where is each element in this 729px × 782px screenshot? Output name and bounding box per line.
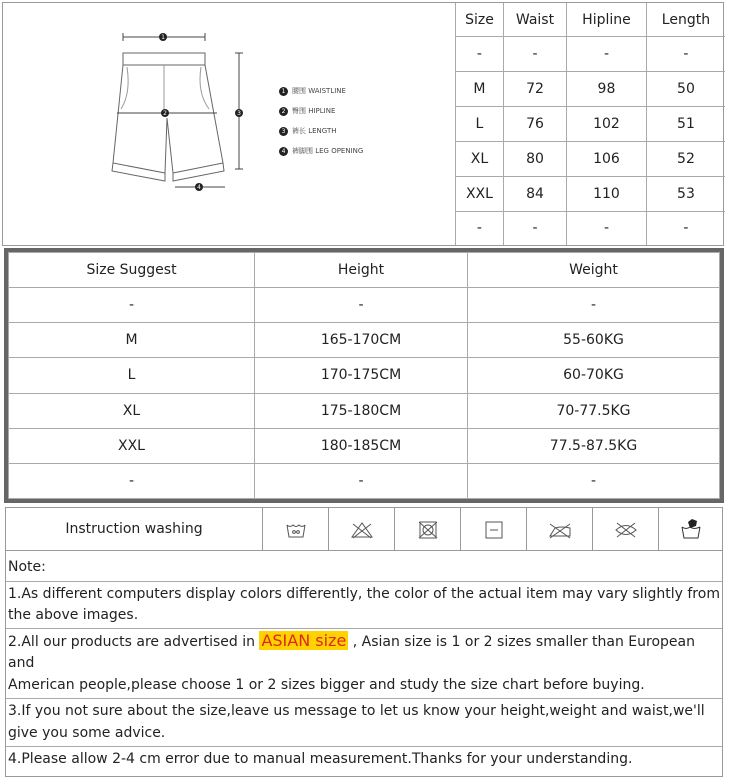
table-row xyxy=(9,288,720,323)
table-cell: - xyxy=(503,211,566,245)
table-cell: 53 xyxy=(646,176,725,211)
asian-size-highlight: ASIAN size xyxy=(261,631,347,650)
table-cell: 84 xyxy=(503,176,566,211)
table-row xyxy=(456,72,726,107)
legend-item-hipline xyxy=(279,101,363,121)
table-cell: M xyxy=(456,72,504,107)
note-2-line-3: American people,please choose 1 or 2 sizes bigger and study the size chart before buying. xyxy=(8,677,645,693)
table-cell: - xyxy=(456,211,504,245)
legend-number: 4 xyxy=(279,147,288,156)
marker-hip: 2 xyxy=(163,110,167,117)
size-suggest-section xyxy=(4,248,724,503)
header-height: Height xyxy=(255,253,468,288)
header-size: Size xyxy=(456,3,504,37)
notes-title: Note: xyxy=(8,559,46,575)
do-not-iron-icon xyxy=(527,508,593,550)
table-row xyxy=(456,107,726,142)
washing-instructions xyxy=(5,507,723,551)
marker-length: 3 xyxy=(237,110,241,117)
table-row xyxy=(456,211,726,245)
table-header-row xyxy=(456,3,726,37)
table-cell: XL xyxy=(9,393,255,428)
hand-wash-icon xyxy=(659,508,723,550)
size-suggest-table xyxy=(8,252,720,499)
dry-flat-icon xyxy=(461,508,527,550)
header-waist: Waist xyxy=(503,3,566,37)
legend-label: 裤脚围 LEG OPENING xyxy=(292,147,364,155)
table-row xyxy=(9,428,720,463)
divider xyxy=(6,581,722,582)
table-cell: 60-70KG xyxy=(468,358,720,393)
table-cell: 175-180CM xyxy=(255,393,468,428)
table-cell: XXL xyxy=(456,176,504,211)
table-cell: 110 xyxy=(567,176,647,211)
note-3-line-2: give you some advice. xyxy=(8,725,166,741)
table-row xyxy=(9,323,720,358)
divider xyxy=(6,698,722,699)
table-cell: 52 xyxy=(646,141,725,176)
diagram-legend xyxy=(279,81,363,161)
note-2-line-1 xyxy=(8,631,695,652)
note-2-text: , Asian size is 1 or 2 sizes smaller than European xyxy=(348,634,695,650)
table-cell: 98 xyxy=(567,72,647,107)
do-not-dry-clean-icon xyxy=(593,508,659,550)
legend-item-length xyxy=(279,121,363,141)
legend-label: 腰围 WAISTLINE xyxy=(292,87,346,95)
table-row xyxy=(9,463,720,498)
legend-label: 臀围 HIPLINE xyxy=(292,107,336,115)
table-cell: M xyxy=(9,323,255,358)
note-1-line-1: 1.As different computers display colors differently, the color of the actual item may vary slightly from xyxy=(8,586,720,602)
table-cell: 165-170CM xyxy=(255,323,468,358)
legend-number: 3 xyxy=(279,127,288,136)
divider xyxy=(6,628,722,629)
hand-wash-30-icon xyxy=(263,508,329,550)
table-cell: L xyxy=(9,358,255,393)
do-not-bleach-icon xyxy=(329,508,395,550)
header-weight: Weight xyxy=(468,253,720,288)
table-cell: 51 xyxy=(646,107,725,142)
table-cell: - xyxy=(456,37,504,72)
table-cell: - xyxy=(255,288,468,323)
table-cell: - xyxy=(646,37,725,72)
size-measurement-table xyxy=(455,3,725,245)
table-cell: - xyxy=(503,37,566,72)
size-chart-section xyxy=(2,2,724,246)
table-cell: - xyxy=(255,463,468,498)
table-cell: - xyxy=(468,463,720,498)
legend-number: 2 xyxy=(279,107,288,116)
do-not-tumble-dry-icon xyxy=(395,508,461,550)
table-cell: 180-185CM xyxy=(255,428,468,463)
table-cell: 102 xyxy=(567,107,647,142)
table-row xyxy=(456,141,726,176)
table-cell: 76 xyxy=(503,107,566,142)
note-4-line-1: 4.Please allow 2-4 cm error due to manual measurement.Thanks for your understanding. xyxy=(8,751,633,767)
table-cell: - xyxy=(468,288,720,323)
table-cell: - xyxy=(9,463,255,498)
table-cell: 106 xyxy=(567,141,647,176)
table-row xyxy=(456,176,726,211)
legend-item-leg-opening xyxy=(279,141,363,161)
table-row xyxy=(9,358,720,393)
note-1-line-2: the above images. xyxy=(8,607,139,623)
notes-section xyxy=(5,551,723,777)
marker-waist: 1 xyxy=(161,34,165,41)
header-hipline: Hipline xyxy=(567,3,647,37)
legend-label: 裤长 LENGTH xyxy=(292,127,337,135)
table-header-row xyxy=(9,253,720,288)
table-cell: 55-60KG xyxy=(468,323,720,358)
table-cell: - xyxy=(567,211,647,245)
table-cell: 50 xyxy=(646,72,725,107)
divider xyxy=(6,746,722,747)
legend-number: 1 xyxy=(279,87,288,96)
table-cell: 70-77.5KG xyxy=(468,393,720,428)
note-2-text: 2.All our products are advertised in xyxy=(8,634,260,650)
washing-table xyxy=(6,508,722,550)
table-cell: - xyxy=(567,37,647,72)
table-cell: 72 xyxy=(503,72,566,107)
table-cell: - xyxy=(646,211,725,245)
table-cell: 77.5-87.5KG xyxy=(468,428,720,463)
table-cell: L xyxy=(456,107,504,142)
marker-leg: 4 xyxy=(197,184,201,191)
table-cell: 80 xyxy=(503,141,566,176)
table-row xyxy=(456,37,726,72)
shorts-diagram xyxy=(3,3,456,245)
header-length: Length xyxy=(646,3,725,37)
table-row xyxy=(9,393,720,428)
legend-item-waistline xyxy=(279,81,363,101)
note-3-line-1: 3.If you not sure about the size,leave us message to let us know your height,weight and waist,we'll xyxy=(8,703,705,719)
table-cell: XXL xyxy=(9,428,255,463)
note-2-line-2: and xyxy=(8,655,35,671)
table-cell: - xyxy=(9,288,255,323)
table-cell: XL xyxy=(456,141,504,176)
header-size-suggest: Size Suggest xyxy=(9,253,255,288)
washing-label: Instruction washing xyxy=(65,521,203,537)
table-cell: 170-175CM xyxy=(255,358,468,393)
